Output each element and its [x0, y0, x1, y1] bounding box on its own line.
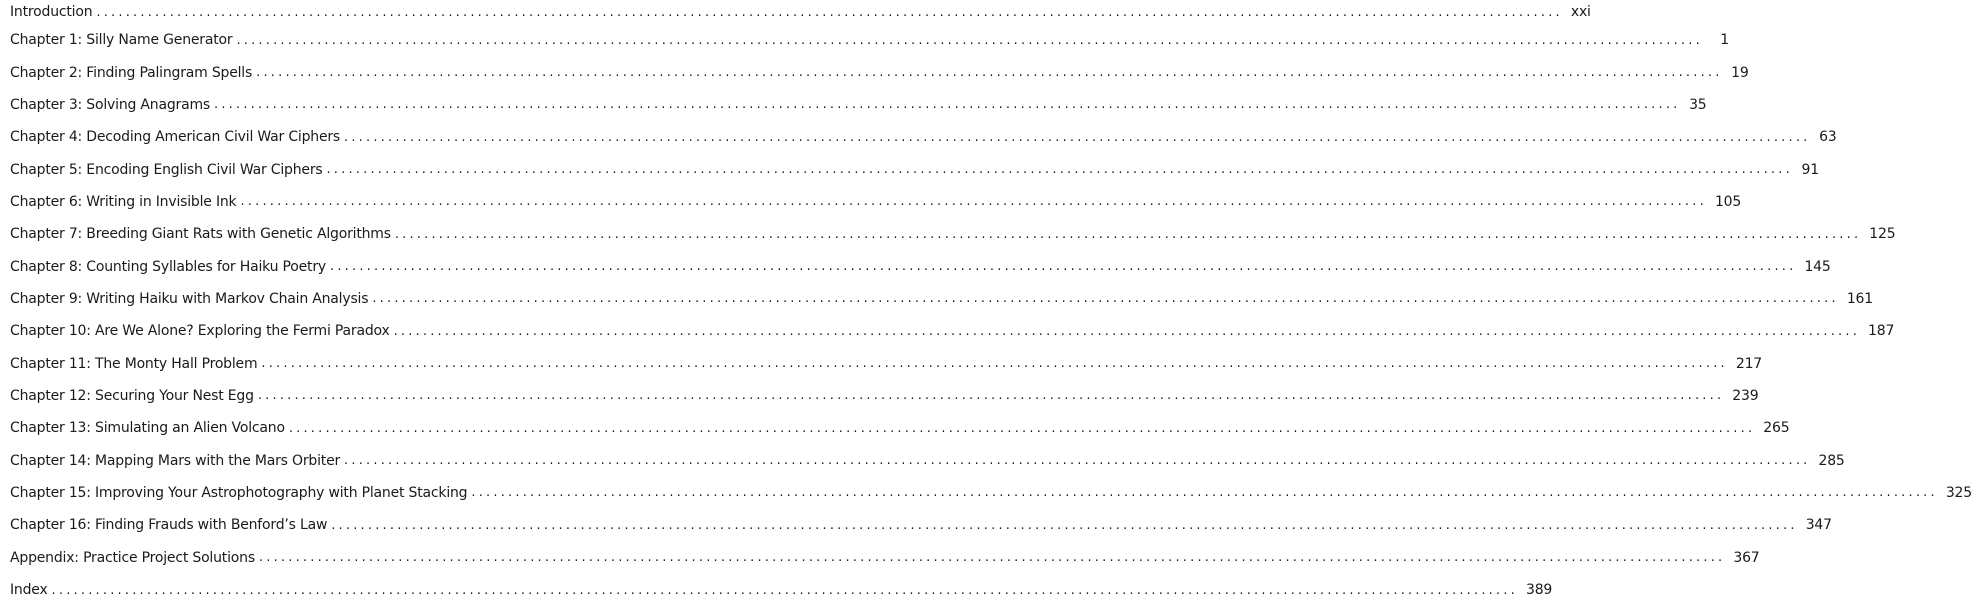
- toc-entry-title: Chapter 1: Silly Name Generator: [10, 32, 236, 48]
- toc-entry-page: 347: [1805, 517, 1832, 534]
- toc-entry-chapter-6[interactable]: [10, 186, 1742, 218]
- dot-leader: ........................................................................................................................................................................................................: [258, 550, 1726, 566]
- toc-entry-title: Chapter 13: Simulating an Alien Volcano: [10, 420, 289, 436]
- toc-entry-page: 161: [1846, 290, 1873, 307]
- toc-entry-page: 63: [1819, 129, 1837, 146]
- toc-entry-page: 105: [1714, 193, 1742, 210]
- dot-leader: ........................................................................................................................................................................................................: [393, 323, 1861, 339]
- toc-entry-chapter-9[interactable]: [10, 283, 1873, 315]
- toc-entry-page: 325: [1945, 484, 1972, 501]
- toc-entry-title: Chapter 4: Decoding American Civil War Ciphers: [10, 129, 344, 145]
- toc-entry-chapter-12[interactable]: [10, 380, 1759, 412]
- toc-entry-title: Chapter 5: Encoding English Civil War Ciphers: [10, 162, 326, 178]
- toc-entry-title: Chapter 12: Securing Your Nest Egg: [10, 388, 258, 404]
- toc-entry-chapter-14[interactable]: [10, 444, 1845, 476]
- toc-entry-title: Chapter 16: Finding Frauds with Benford’s Law: [10, 517, 331, 533]
- toc-entry-title: Chapter 11: The Monty Hall Problem: [10, 356, 261, 372]
- table-of-contents: [10, 0, 1972, 606]
- toc-entry-introduction[interactable]: [10, 0, 1591, 24]
- toc-entry-page: 35: [1689, 96, 1707, 113]
- dot-leader: ........................................................................................................................................................................................................: [471, 485, 1938, 501]
- toc-entry-chapter-11[interactable]: [10, 347, 1763, 379]
- dot-leader: ........................................................................................................................................................................................................: [288, 420, 1756, 436]
- toc-entry-title: Chapter 8: Counting Syllables for Haiku Poetry: [10, 259, 330, 275]
- toc-entry-title: Chapter 6: Writing in Invisible Ink: [10, 194, 240, 210]
- toc-entry-page: 285: [1818, 452, 1845, 469]
- toc-entry-page: 389: [1526, 582, 1553, 599]
- toc-entry-page: xxi: [1570, 4, 1591, 20]
- toc-entry-chapter-5[interactable]: [10, 153, 1819, 185]
- dot-leader: ........................................................................................................................................................................................................: [326, 162, 1793, 178]
- dot-leader: ........................................................................................................................................................................................................: [331, 517, 1798, 533]
- dot-leader: ........................................................................................................................................................................................................: [214, 97, 1681, 113]
- dot-leader: ........................................................................................................................................................................................................: [372, 291, 1839, 307]
- toc-entry-chapter-15[interactable]: [10, 477, 1972, 509]
- toc-entry-title: Chapter 7: Breeding Giant Rats with Genetic Algorithms: [10, 226, 395, 242]
- toc-entry-chapter-7[interactable]: [10, 218, 1896, 250]
- toc-entry-chapter-8[interactable]: [10, 250, 1831, 282]
- toc-entry-chapter-10[interactable]: [10, 315, 1895, 347]
- dot-leader: ........................................................................................................................................................................................................: [236, 32, 1703, 48]
- toc-entry-page: 265: [1763, 420, 1790, 437]
- toc-entry-chapter-4[interactable]: [10, 121, 1837, 153]
- toc-entry-title: Chapter 14: Mapping Mars with the Mars Orbiter: [10, 453, 344, 469]
- toc-entry-title: Appendix: Practice Project Solutions: [10, 550, 259, 566]
- toc-entry-page: 187: [1868, 323, 1895, 340]
- dot-leader: ........................................................................................................................................................................................................: [51, 582, 1519, 598]
- toc-entry-title: Chapter 9: Writing Haiku with Markov Chain Analysis: [10, 291, 372, 307]
- toc-entry-chapter-13[interactable]: [10, 412, 1790, 444]
- dot-leader: ........................................................................................................................................................................................................: [344, 129, 1811, 145]
- dot-leader: ........................................................................................................................................................................................................: [344, 453, 1811, 469]
- toc-entry-page: 1: [1720, 32, 1729, 49]
- toc-entry-page: 367: [1733, 549, 1760, 566]
- toc-entry-chapter-3[interactable]: [10, 89, 1707, 121]
- toc-entry-page: 145: [1804, 258, 1831, 275]
- toc-entry-chapter-16[interactable]: [10, 509, 1832, 541]
- dot-leader: ........................................................................................................................................................................................................: [257, 388, 1725, 404]
- dot-leader: ........................................................................................................................................................................................................: [261, 356, 1728, 372]
- toc-entry-title: Chapter 10: Are We Alone? Exploring the Fermi Paradox: [10, 323, 394, 339]
- toc-entry-page: 217: [1735, 355, 1763, 372]
- dot-leader: ........................................................................................................................................................................................................: [330, 259, 1797, 275]
- toc-entry-appendix[interactable]: [10, 542, 1760, 574]
- toc-entry-chapter-2[interactable]: [10, 56, 1749, 88]
- toc-entry-page: 91: [1801, 161, 1819, 178]
- toc-entry-index[interactable]: [10, 574, 1553, 606]
- toc-entry-title: Introduction: [10, 4, 96, 20]
- toc-entry-page: 19: [1731, 64, 1749, 81]
- toc-entry-chapter-1[interactable]: [10, 24, 1729, 56]
- toc-entry-page: 125: [1869, 226, 1896, 243]
- toc-entry-page: 239: [1732, 387, 1759, 404]
- toc-entry-title: Chapter 3: Solving Anagrams: [10, 97, 214, 113]
- dot-leader: ........................................................................................................................................................................................................: [256, 65, 1723, 81]
- toc-entry-title: Chapter 2: Finding Palingram Spells: [10, 65, 256, 81]
- toc-entry-title: Chapter 15: Improving Your Astrophotography with Planet Stacking: [10, 485, 471, 501]
- toc-entry-title: Index: [10, 582, 52, 598]
- dot-leader: ........................................................................................................................................................................................................: [96, 4, 1563, 20]
- dot-leader: ........................................................................................................................................................................................................: [394, 226, 1862, 242]
- dot-leader: ........................................................................................................................................................................................................: [240, 194, 1707, 210]
